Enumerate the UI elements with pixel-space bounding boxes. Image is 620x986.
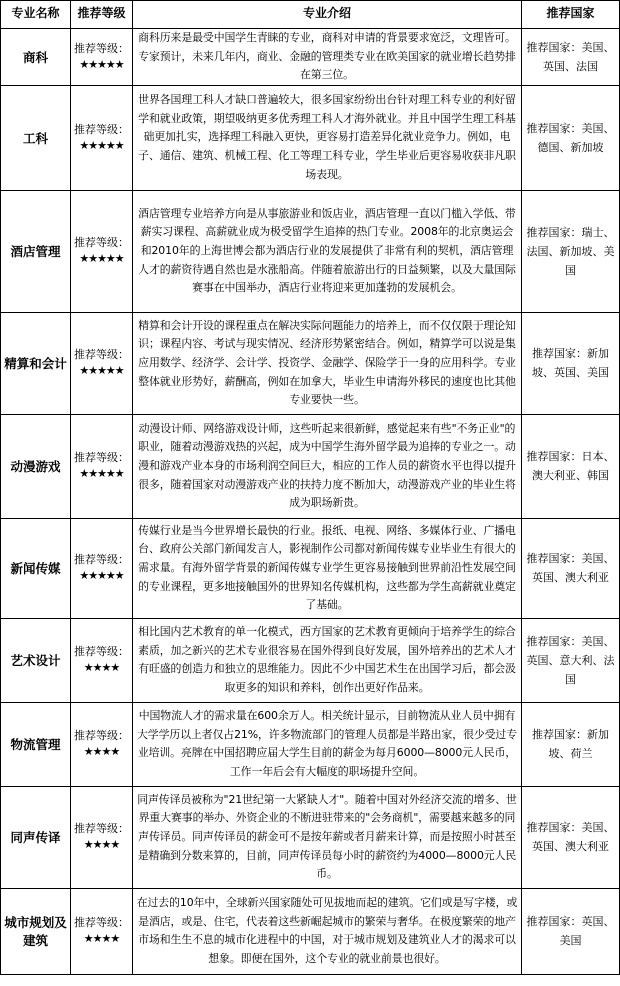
- grade-cell: [71, 786, 133, 888]
- grade-cell: [71, 312, 133, 414]
- header-grade: 推荐等级: [71, 1, 133, 29]
- major-name: 商科: [1, 29, 71, 86]
- recommended-countries: 推荐国家：日本、澳大利亚、韩国: [522, 414, 620, 518]
- star-rating: ★★★★★: [79, 569, 124, 583]
- major-description: 中国物流人才的需求量在600余万人。相关统计显示，目前物流从业人员中拥有大学学历以上者仅占21%，许多物流部门的管理人员都是半路出家，很少受过专业培训。亮牌在中国招聘应届大学生目前的薪金为每月6000—8000元人民币，工作一年后会有大幅度的职场提升空间。: [133, 702, 522, 786]
- major-description: 相比国内艺术教育的单一化模式，西方国家的艺术教育更倾向于培养学生的综合素质，加之新兴的艺术专业很容易在国外得到良好发展，国外培养出的艺术人才有旺盛的创造力和独立的思维能力。因此不少中国艺术生在出国学习后，都会汲取更多的知识和养料，创作出更好作品来。: [133, 618, 522, 702]
- star-rating: ★★★★★: [79, 57, 124, 71]
- recommended-countries: 推荐国家：美国、英国、意大利、法国: [522, 618, 620, 702]
- star-rating: ★★★★★: [79, 364, 124, 378]
- grade-cell: [71, 702, 133, 786]
- grade-cell: [71, 29, 133, 86]
- grade-label: 推荐等级：: [74, 822, 129, 836]
- recommended-countries: 推荐国家：瑞士、法国、新加坡、美国: [522, 190, 620, 312]
- major-name: 艺术设计: [1, 618, 71, 702]
- star-rating: ★★★★: [83, 745, 120, 759]
- table-row: [1, 190, 620, 312]
- table-row: [1, 786, 620, 888]
- header-country: 推荐国家: [522, 1, 620, 29]
- header-description: 专业介绍: [133, 1, 522, 29]
- table-row: [1, 618, 620, 702]
- major-description: 世界各国理工科人才缺口普遍较大，很多国家纷纷出台针对理工科专业的利好留学和就业政策，期望吸纳更多优秀理工科人才海外就业。并且中国学生理工科基础更加扎实，选择理工科融入更快，更容易打造差异化就业竞争力。例如，电子、通信、建筑、机械工程、化工等理工科专业，学生毕业后更容易收获非凡职场表现。: [133, 85, 522, 190]
- grade-label: 推荐等级：: [74, 916, 129, 930]
- major-name: 动漫游戏: [1, 414, 71, 518]
- recommended-countries: 推荐国家：美国、英国、法国: [522, 29, 620, 86]
- grade-cell: [71, 618, 133, 702]
- major-name: 同声传译: [1, 786, 71, 888]
- grade-cell: [71, 518, 133, 618]
- star-rating: ★★★★★: [79, 467, 124, 481]
- grade-label: 推荐等级：: [74, 348, 129, 362]
- recommended-countries: 推荐国家：美国、英国、澳大利亚: [522, 518, 620, 618]
- major-description: 动漫设计师、网络游戏设计师，这些听起来很新鲜，感觉起来有些"不务正业"的职业，随着动漫游戏热的兴起，成为中国学生海外留学最为追捧的专业之一。动漫和游戏产业本身的市场利润空间巨大，相应的工作人员的薪资水平也得以提升很多，随着国家对动漫游戏产业的扶持力度不断加大，动漫游戏产业的毕业生将成为职场新贵。: [133, 414, 522, 518]
- grade-label: 推荐等级：: [74, 553, 129, 567]
- major-description: 传媒行业是当今世界增长最快的行业。报纸、电视、网络、多媒体行业、广播电台、政府公关部门新闻发言人，影视制作公司都对新闻传媒专业毕业生有很大的需求量。有海外留学背景的新闻传媒专业学生更容易接触到世界前沿性发展空间的专业课程，更多地接触国外的世界知名传媒机构，这些都为学生高薪就业奠定了基础。: [133, 518, 522, 618]
- recommended-countries: 推荐国家：美国、英国、澳大利亚: [522, 786, 620, 888]
- table-row: [1, 85, 620, 190]
- major-name: 工科: [1, 85, 71, 190]
- recommended-countries: 推荐国家：新加坡、英国、美国: [522, 312, 620, 414]
- star-rating: ★★★★★: [79, 138, 124, 152]
- table-row: [1, 414, 620, 518]
- recommended-countries: 推荐国家：美国、德国、新加坡: [522, 85, 620, 190]
- table-row: [1, 29, 620, 86]
- header-major-name: 专业名称: [1, 1, 71, 29]
- major-description: 同声传译员被称为"21世纪第一大紧缺人才"。随着中国对外经济交流的增多、世界重大赛事的举办、外资企业的不断进驻带来的"会务商机"，需要越来越多的同声传译员。同声传译员的薪金可不是按年薪或者月薪来计算，而是按照小时甚至是精确到分数来算的，目前，同声传译员每小时的薪资约为4000—8000元人民币。: [133, 786, 522, 888]
- table-row: [1, 888, 620, 974]
- grade-cell: [71, 414, 133, 518]
- grade-cell: [71, 85, 133, 190]
- star-rating: ★★★★★: [79, 252, 124, 266]
- major-name: 酒店管理: [1, 190, 71, 312]
- grade-label: 推荐等级：: [74, 122, 129, 136]
- major-description: 酒店管理专业培养方向是从事旅游业和饭店业，酒店管理一直以门槛入学低、带薪实习课程、高薪就业成为极受留学生追捧的热门专业。2008年的北京奥运会和2010年的上海世博会都为酒店行业的发展提供了非常有利的契机，酒店管理人才的薪资待遇自然也是水涨船高。伴随着旅游出行的日益频繁，以及大量国际赛事在中国举办，酒店行业将迎来更加蓬勃的发展机会。: [133, 190, 522, 312]
- grade-cell: [71, 888, 133, 974]
- grade-cell: [71, 190, 133, 312]
- recommended-countries: 推荐国家：新加坡、荷兰: [522, 702, 620, 786]
- table-row: [1, 518, 620, 618]
- table-row: [1, 312, 620, 414]
- major-description: 在过去的10年中，全球新兴国家随处可见拔地而起的建筑。它们或是写字楼，或是酒店，或是、住宅，代表着这些新崛起城市的繁荣与奢华。在极度繁荣的地产市场和生生不息的城市化进程中的中国，对于城市规划及建筑业人才的渴求可以想象。即便在国外，这个专业的就业前景也很好。: [133, 888, 522, 974]
- grade-label: 推荐等级：: [74, 41, 129, 55]
- table-header-row: [1, 1, 620, 29]
- recommended-countries: 推荐国家：英国、美国: [522, 888, 620, 974]
- grade-label: 推荐等级：: [74, 236, 129, 250]
- star-rating: ★★★★: [83, 661, 120, 675]
- grade-label: 推荐等级：: [74, 645, 129, 659]
- major-description: 精算和会计开设的课程重点在解决实际问题能力的培养上，而不仅仅限于理论知识；课程内容、考试与现实情况、经济形势紧密结合。例如，精算学可以说是集应用数学、经济学、会计学、投资学、金融学、保险学于一身的应用科学。专业整体就业形势好，薪酬高，例如在加拿大，毕业生申请海外移民的速度也比其他专业要快一些。: [133, 312, 522, 414]
- table-row: [1, 702, 620, 786]
- major-name: 物流管理: [1, 702, 71, 786]
- major-name: 城市规划及建筑: [1, 888, 71, 974]
- major-name: 新闻传媒: [1, 518, 71, 618]
- star-rating: ★★★★: [83, 838, 120, 852]
- star-rating: ★★★★: [83, 932, 120, 946]
- major-name: 精算和会计: [1, 312, 71, 414]
- grade-label: 推荐等级：: [74, 451, 129, 465]
- grade-label: 推荐等级：: [74, 729, 129, 743]
- major-description: 商科历来是最受中国学生青睐的专业，商科对申请的背景要求宽泛，文理皆可。专家预计，未来几年内，商业、金融的管理类专业在欧美国家的就业增长趋势排在第三位。: [133, 29, 522, 86]
